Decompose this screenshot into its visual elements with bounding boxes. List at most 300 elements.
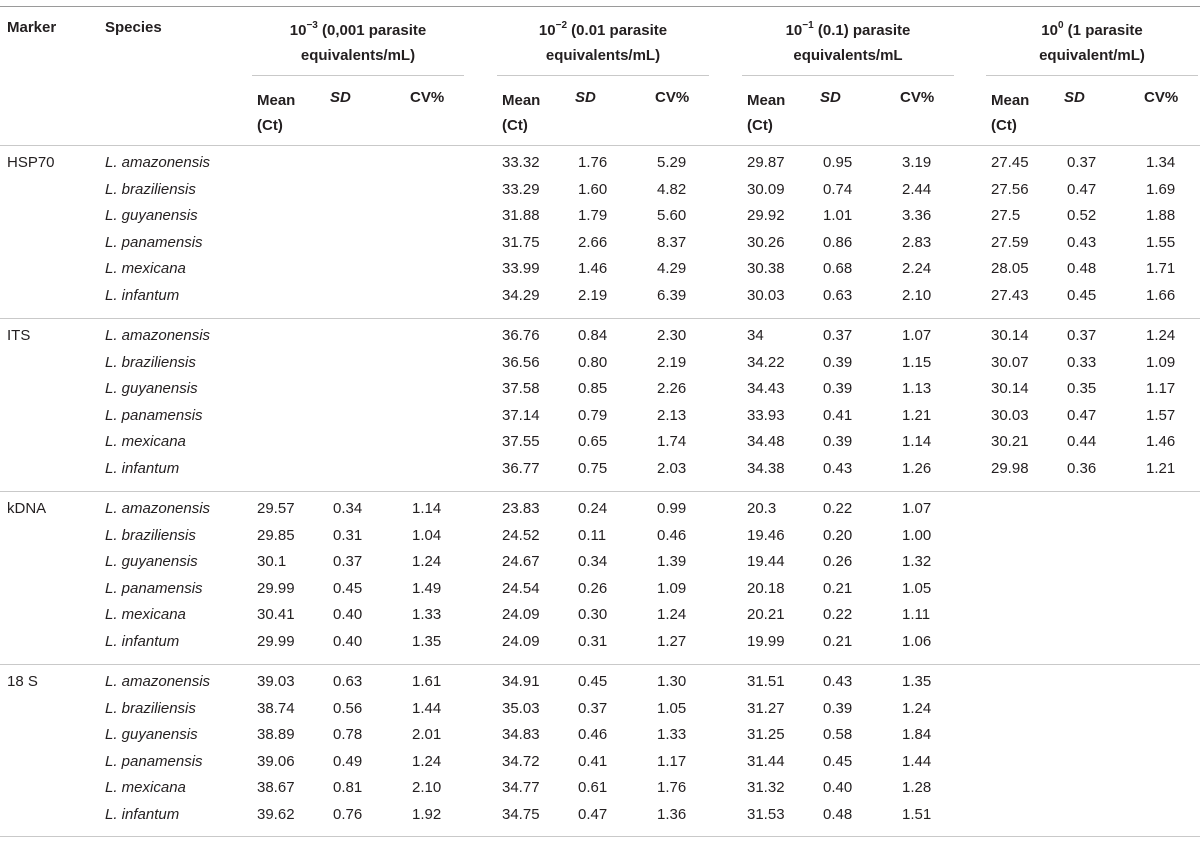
cv-value: 1.30 [657,673,687,690]
group-underline-1 [497,75,709,76]
group-header-1 [497,18,709,68]
mean-value: 30.03 [747,287,785,304]
cv-value: 1.39 [657,553,687,571]
row-rule-3 [0,664,1200,665]
row-rule-1 [0,318,1200,319]
mean-value: 39.06 [257,752,295,770]
group-label-1: (0,001 parasite [317,22,427,39]
sd-value: 0.22 [823,500,853,517]
sd-value: 0.26 [578,579,608,597]
sd-value: 0.46 [578,726,608,744]
cv-header: CV% [900,89,935,106]
mean-value: 29.98 [991,460,1029,477]
sd-value: 0.45 [333,579,363,597]
cv-value: 2.44 [902,180,932,198]
mean-value: 37.58 [502,380,540,398]
mean-value: 34 [747,327,764,344]
species-name: L. infantum [105,806,180,823]
sd-header: SD [330,89,351,106]
mean-value: 31.27 [747,699,785,717]
species-name: L. braziliensis [105,353,196,371]
mean-label: Mean [991,92,1030,109]
sd-value: 0.39 [823,353,853,371]
cv-header: CV% [655,89,690,106]
mean-value: 20.21 [747,606,785,624]
group-underline-3 [986,75,1198,76]
cv-value: 1.13 [902,380,932,398]
sd-value: 0.40 [333,606,363,624]
species-name: L. amazonensis [105,154,211,171]
sd-header: SD [1064,89,1085,106]
sd-value: 0.45 [578,673,608,690]
ct-label: (Ct) [991,117,1017,134]
cv-value: 2.10 [412,779,442,797]
cv-value: 1.88 [1146,207,1176,225]
species-name: L. amazonensis [105,673,211,690]
mean-value: 39.62 [257,806,295,823]
cv-value: 2.03 [657,460,687,477]
cv-value: 1.69 [1146,180,1176,198]
mean-value: 34.29 [502,287,540,304]
mean-value: 34.75 [502,806,540,823]
cv-value: 1.74 [657,433,687,451]
cv-value: 1.21 [1146,460,1176,477]
group-label-1: (0.01 parasite [567,22,668,39]
cv-value: 1.07 [902,500,932,517]
mean-value: 34.77 [502,779,540,797]
group-exponent: −2 [555,20,568,31]
sd-value: 1.79 [578,207,608,225]
mean-value: 30.41 [257,606,295,624]
sd-value: 0.47 [1067,180,1097,198]
group-header-3 [986,18,1198,68]
mean-value: 27.5 [991,207,1021,225]
mean-value: 34.83 [502,726,540,744]
mean-value: 35.03 [502,699,540,717]
species-name: L. panamensis [105,233,203,251]
sd-value: 1.46 [578,260,608,278]
cv-value: 6.39 [657,287,687,304]
sd-value: 0.24 [578,500,608,517]
cv-value: 1.14 [902,433,932,451]
mean-value: 34.91 [502,673,540,690]
marker-label: 18 S [7,673,38,690]
cv-value: 2.30 [657,327,687,344]
sd-value: 0.43 [823,673,853,690]
mean-value: 34.22 [747,353,785,371]
group-label-1: (1 parasite [1063,22,1143,39]
species-name: L. panamensis [105,579,203,597]
mean-value: 28.05 [991,260,1029,278]
mean-value: 30.14 [991,380,1029,398]
mean-value: 24.52 [502,526,540,544]
mean-value: 33.99 [502,260,540,278]
cv-value: 2.26 [657,380,687,398]
mean-value: 36.56 [502,353,540,371]
sd-value: 0.68 [823,260,853,278]
species-name: L. guyanensis [105,553,198,571]
species-name: L. infantum [105,460,180,477]
cv-value: 0.99 [657,500,687,517]
cv-value: 4.29 [657,260,687,278]
sd-value: 0.39 [823,380,853,398]
sd-value: 0.65 [578,433,608,451]
species-name: L. panamensis [105,752,203,770]
cv-value: 1.34 [1146,154,1176,171]
cv-value: 1.33 [657,726,687,744]
cv-value: 1.76 [657,779,687,797]
mean-header [991,88,1029,138]
sd-value: 0.85 [578,380,608,398]
mean-value: 20.18 [747,579,785,597]
cv-value: 1.24 [657,606,687,624]
cv-value: 3.36 [902,207,932,225]
mean-value: 30.21 [991,433,1029,451]
marker-header: Marker [7,19,57,36]
mean-value: 33.29 [502,180,540,198]
sd-header: SD [820,89,841,106]
sd-value: 0.80 [578,353,608,371]
cv-value: 1.15 [902,353,932,371]
mean-value: 27.56 [991,180,1029,198]
row-rule-0 [0,145,1200,146]
mean-value: 33.93 [747,406,785,424]
mean-value: 23.83 [502,500,540,517]
mean-value: 36.76 [502,327,540,344]
cv-header: CV% [1144,89,1179,106]
sd-value: 0.86 [823,233,853,251]
sd-value: 0.44 [1067,433,1097,451]
mean-value: 37.14 [502,406,540,424]
mean-value: 31.32 [747,779,785,797]
sd-value: 0.26 [823,553,853,571]
cv-value: 2.24 [902,260,932,278]
mean-value: 24.54 [502,579,540,597]
sd-value: 0.45 [823,752,853,770]
sd-value: 0.61 [578,779,608,797]
mean-value: 29.87 [747,154,785,171]
cv-value: 1.51 [902,806,932,823]
cv-value: 1.24 [412,752,442,770]
ct-label: (Ct) [747,117,773,134]
group-exponent: −1 [802,20,814,31]
species-name: L. braziliensis [105,180,196,198]
sd-value: 0.39 [823,699,853,717]
cv-value: 1.07 [902,327,932,344]
mean-value: 37.55 [502,433,540,451]
cv-value: 1.14 [412,500,442,517]
sd-value: 0.20 [823,526,853,544]
cv-value: 1.55 [1146,233,1176,251]
cv-header: CV% [410,89,445,106]
sd-value: 0.43 [1067,233,1097,251]
sd-value: 0.22 [823,606,853,624]
group-label-2: equivalents/mL) [545,47,661,64]
marker-label: HSP70 [7,154,55,171]
sd-value: 0.37 [823,327,853,344]
group-base: 10 [1041,22,1058,39]
row-rule-4 [0,836,1200,837]
sd-value: 0.75 [578,460,608,477]
mean-value: 31.44 [747,752,785,770]
sd-value: 0.31 [578,633,608,650]
sd-value: 0.63 [333,673,363,690]
sd-value: 0.49 [333,752,363,770]
sd-value: 0.47 [578,806,608,823]
group-underline-2 [742,75,954,76]
mean-value: 29.85 [257,526,295,544]
cv-value: 5.60 [657,207,687,225]
group-header-line1 [742,18,954,43]
sd-value: 0.63 [823,287,853,304]
mean-value: 24.67 [502,553,540,571]
cv-value: 1.71 [1146,260,1176,278]
species-name: L. braziliensis [105,699,196,717]
mean-value: 31.75 [502,233,540,251]
sd-value: 0.84 [578,327,608,344]
cv-value: 5.29 [657,154,687,171]
mean-header [257,88,295,138]
mean-value: 31.53 [747,806,785,823]
mean-header [502,88,540,138]
group-exponent: −3 [306,20,318,31]
sd-value: 0.34 [333,500,363,517]
sd-value: 1.76 [578,154,608,171]
mean-value: 33.32 [502,154,540,171]
mean-value: 30.38 [747,260,785,278]
group-base: 10 [785,22,803,39]
cv-value: 1.17 [657,752,687,770]
mean-value: 20.3 [747,500,777,517]
cv-value: 1.36 [657,806,687,823]
sd-value: 0.40 [823,779,853,797]
sd-value: 0.79 [578,406,608,424]
sd-value: 0.52 [1067,207,1097,225]
mean-value: 19.46 [747,526,785,544]
group-label-2: equivalents/mL [793,47,903,64]
cv-value: 1.21 [902,406,932,424]
sd-value: 0.56 [333,699,363,717]
sd-value: 0.41 [578,752,608,770]
sd-value: 0.36 [1067,460,1097,477]
group-header-2 [742,18,954,68]
cv-value: 1.24 [902,699,932,717]
species-name: L. guyanensis [105,380,198,398]
sd-value: 0.47 [1067,406,1097,424]
cv-value: 1.00 [902,526,932,544]
ct-label: (Ct) [502,117,528,134]
cv-value: 1.06 [902,633,932,650]
mean-value: 31.88 [502,207,540,225]
cv-value: 0.46 [657,526,687,544]
sd-value: 0.11 [578,526,607,544]
cv-value: 1.44 [902,752,932,770]
sd-value: 0.33 [1067,353,1097,371]
sd-value: 0.39 [823,433,853,451]
group-label-1: (0.1) parasite [813,22,911,39]
species-name: L. mexicana [105,433,186,451]
cv-value: 1.24 [1146,327,1176,344]
cv-value: 1.92 [412,806,442,823]
sd-value: 2.66 [578,233,608,251]
mean-value: 38.67 [257,779,295,797]
mean-value: 30.26 [747,233,785,251]
sd-value: 0.48 [823,806,853,823]
cv-value: 1.26 [902,460,932,477]
sd-value: 1.01 [823,207,853,225]
cv-value: 1.32 [902,553,932,571]
marker-label: ITS [7,327,31,344]
cv-value: 1.84 [902,726,932,744]
sd-value: 0.74 [823,180,853,198]
sd-value: 2.19 [578,287,608,304]
mean-value: 30.14 [991,327,1029,344]
species-name: L. panamensis [105,406,203,424]
sd-value: 0.78 [333,726,363,744]
row-rule-2 [0,491,1200,492]
species-name: L. guyanensis [105,726,198,744]
mean-value: 29.99 [257,633,295,650]
cv-value: 1.57 [1146,406,1176,424]
mean-label: Mean [257,92,296,109]
sd-value: 0.41 [823,406,853,424]
cv-value: 2.83 [902,233,932,251]
mean-value: 31.51 [747,673,785,690]
sd-value: 0.21 [823,579,853,597]
species-name: L. braziliensis [105,526,196,544]
sd-value: 0.76 [333,806,363,823]
mean-value: 39.03 [257,673,295,690]
cv-value: 1.35 [902,673,932,690]
mean-value: 31.25 [747,726,785,744]
species-name: L. amazonensis [105,500,211,517]
sd-value: 0.31 [333,526,363,544]
mean-value: 19.44 [747,553,785,571]
sd-header: SD [575,89,596,106]
species-name: L. mexicana [105,606,186,624]
cv-value: 4.82 [657,180,687,198]
sd-value: 0.43 [823,460,853,477]
sd-value: 0.58 [823,726,853,744]
species-name: L. mexicana [105,260,186,278]
group-base: 10 [538,22,556,39]
mean-header [747,88,785,138]
mean-value: 27.59 [991,233,1029,251]
sd-value: 0.37 [333,553,363,571]
cv-value: 1.49 [412,579,442,597]
mean-label: Mean [747,92,786,109]
mean-value: 19.99 [747,633,785,650]
cv-value: 2.19 [657,353,687,371]
cv-value: 2.10 [902,287,932,304]
group-exponent: 0 [1057,20,1064,31]
sd-value: 0.34 [578,553,608,571]
sd-value: 0.81 [333,779,363,797]
cv-value: 1.11 [902,606,931,624]
mean-value: 29.92 [747,207,785,225]
group-base: 10 [289,22,307,39]
mean-value: 38.74 [257,699,295,717]
sd-value: 0.37 [578,699,608,717]
species-name: L. amazonensis [105,327,211,344]
cv-value: 1.44 [412,699,442,717]
cv-value: 1.61 [412,673,442,690]
sd-value: 1.60 [578,180,608,198]
marker-label: kDNA [7,500,47,517]
sd-value: 0.45 [1067,287,1097,304]
mean-value: 30.07 [991,353,1029,371]
mean-value: 29.99 [257,579,295,597]
mean-value: 30.09 [747,180,785,198]
mean-value: 34.72 [502,752,540,770]
species-header: Species [105,19,162,36]
species-name: L. guyanensis [105,207,198,225]
cv-value: 1.46 [1146,433,1176,451]
sd-value: 0.48 [1067,260,1097,278]
cv-value: 1.05 [657,699,687,717]
ct-label: (Ct) [257,117,283,134]
mean-value: 29.57 [257,500,295,517]
sd-value: 0.35 [1067,380,1097,398]
species-name: L. infantum [105,633,180,650]
cv-value: 2.13 [657,406,687,424]
cv-value: 2.01 [412,726,442,744]
mean-value: 24.09 [502,606,540,624]
group-label-2: equivalent/mL) [1039,47,1145,64]
mean-value: 30.1 [257,553,287,571]
cv-value: 1.28 [902,779,932,797]
cv-value: 1.09 [657,579,687,597]
mean-value: 24.09 [502,633,540,650]
mean-value: 27.43 [991,287,1029,304]
mean-value: 34.48 [747,433,785,451]
sd-value: 0.30 [578,606,608,624]
cv-value: 1.33 [412,606,442,624]
cv-value: 1.09 [1146,353,1176,371]
group-header-line1 [252,18,464,43]
cv-value: 1.66 [1146,287,1176,304]
sd-value: 0.37 [1067,327,1097,344]
cv-value: 1.27 [657,633,687,650]
mean-value: 27.45 [991,154,1029,171]
group-underline-0 [252,75,464,76]
cv-value: 1.04 [412,526,442,544]
cv-value: 1.24 [412,553,442,571]
group-header-0 [252,18,464,68]
group-label-2: equivalents/mL) [300,47,416,64]
sd-value: 0.95 [823,154,853,171]
mean-value: 36.77 [502,460,540,477]
sd-value: 0.21 [823,633,853,650]
sd-value: 0.40 [333,633,363,650]
cv-value: 3.19 [902,154,932,171]
group-header-line1 [986,18,1198,43]
group-header-line1 [497,18,709,43]
mean-label: Mean [502,92,541,109]
mean-value: 30.03 [991,406,1029,424]
mean-value: 34.43 [747,380,785,398]
cv-value: 1.35 [412,633,442,650]
species-name: L. infantum [105,287,180,304]
mean-value: 38.89 [257,726,295,744]
cv-value: 8.37 [657,233,687,251]
top-rule [0,6,1200,7]
sd-value: 0.37 [1067,154,1097,171]
mean-value: 34.38 [747,460,785,477]
species-name: L. mexicana [105,779,186,797]
cv-value: 1.05 [902,579,932,597]
cv-value: 1.17 [1146,380,1176,398]
